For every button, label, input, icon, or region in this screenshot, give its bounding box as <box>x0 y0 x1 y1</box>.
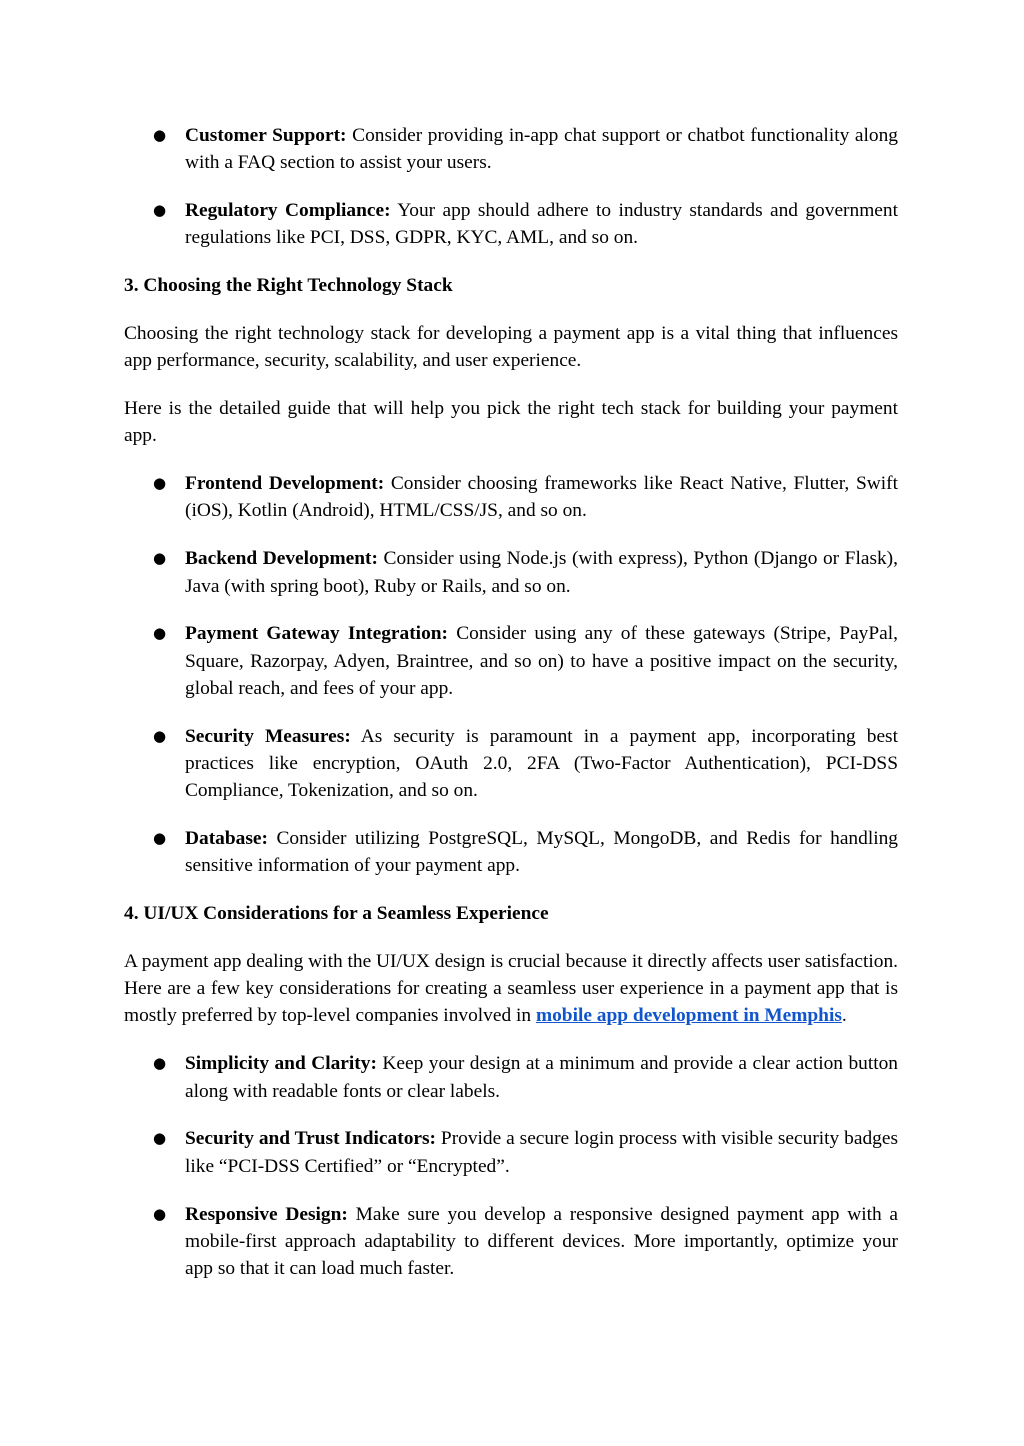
list-item-text: Consider providing in-app chat support or chatbot functionality along with a FAQ section to assist your users. <box>185 125 899 174</box>
list-item-payment-gateway <box>124 620 898 702</box>
paragraph-tech-stack-intro: Choosing the right technology stack for developing a payment app is a vital thing that influences app performance, security, scalability, and user experience. <box>124 323 898 372</box>
paragraph-tech-stack-guide: Here is the detailed guide that will help you pick the right tech stack for building your payment app. <box>124 398 898 447</box>
paragraph-text: A payment app dealing with the UI/UX design is crucial because it directly affects user satisfaction. Here are a few key considerations for creating a seamless user experience in a payment app that is mostly preferred by top-level companies involved in <box>124 951 898 1027</box>
section-heading-tech-stack: 3. Choosing the Right Technology Stack <box>124 275 453 297</box>
bullet-icon: ● <box>153 1054 167 1073</box>
list-item-term: Responsive Design: <box>185 1203 348 1225</box>
list-item-backend <box>124 545 898 599</box>
list-item-text: Consider using any of these gateways (Stripe, PayPal, Square, Razorpay, Adyen, Braintree, and so on) to have a positive impact on the security, global reach, and fees of your app. <box>185 623 898 699</box>
document-page <box>124 122 898 1303</box>
bullet-icon: ● <box>153 726 167 745</box>
list-item-security-trust <box>124 1125 898 1179</box>
list-item-security-measures <box>124 723 898 805</box>
list-item-text: Consider using Node.js (with express), Python (Django or Flask), Java (with spring boot), Ruby or Rails, and so on. <box>185 548 898 597</box>
list-item-text: Provide a secure login process with visible security badges like “PCI-DSS Certified” or “Encrypted”. <box>185 1128 899 1177</box>
list-item-text: Your app should adhere to industry standards and government regulations like PCI, DSS, GDPR, KYC, AML, and so on. <box>185 200 898 249</box>
list-item-responsive-design <box>124 1201 898 1283</box>
bullet-icon: ● <box>153 624 167 643</box>
bullet-icon: ● <box>153 474 167 493</box>
list-item-term: Security and Trust Indicators: <box>185 1128 437 1150</box>
list-item-simplicity <box>124 1050 898 1104</box>
bullet-list-ui-ux <box>124 1050 898 1282</box>
list-item-text: Keep your design at a minimum and provide a clear action button along with readable fonts or clear labels. <box>185 1053 899 1102</box>
list-item-text: Make sure you develop a responsive designed payment app with a mobile-first approach adaptability to different devices. More importantly, optimize your app so that it can load much faster. <box>185 1203 898 1279</box>
mobile-app-development-link[interactable]: mobile app development in Memphis <box>535 1005 842 1027</box>
list-item-term: Regulatory Compliance: <box>185 200 391 222</box>
list-item-term: Database: <box>185 828 268 850</box>
list-item-text: Consider choosing frameworks like React Native, Flutter, Swift (iOS), Kotlin (Android), HTML/CSS/JS, and so on. <box>185 473 898 522</box>
bullet-icon: ● <box>153 201 167 220</box>
paragraph-ui-ux-intro <box>124 948 898 1030</box>
list-item-customer-support <box>124 122 898 176</box>
list-item-text: As security is paramount in a payment app, incorporating best practices like encryption, OAuth 2.0, 2FA (Two-Factor Authentication), PCI-DSS Compliance, Tokenization, and so on. <box>185 725 898 802</box>
list-item-term: Simplicity and Clarity: <box>185 1053 377 1075</box>
bullet-list-tech-stack <box>124 470 898 879</box>
list-item-database <box>124 825 898 879</box>
bullet-icon: ● <box>153 829 167 848</box>
paragraph-text-end: . <box>841 1005 847 1027</box>
list-item-term: Customer Support: <box>185 125 347 146</box>
bullet-icon: ● <box>153 1204 167 1223</box>
bullet-icon: ● <box>153 549 167 568</box>
section-heading-ui-ux: 4. UI/UX Considerations for a Seamless Experience <box>124 903 549 925</box>
bullet-icon: ● <box>153 1129 167 1148</box>
list-item-term: Backend Development: <box>185 548 378 570</box>
bullet-icon: ● <box>153 126 167 144</box>
list-item-frontend <box>124 470 898 524</box>
list-item-term: Payment Gateway Integration: <box>185 623 449 645</box>
bullet-list-app-features <box>124 122 898 252</box>
list-item-term: Frontend Development: <box>185 473 385 495</box>
list-item-text: Consider utilizing PostgreSQL, MySQL, MongoDB, and Redis for handling sensitive information of your payment app. <box>185 828 898 877</box>
list-item-regulatory-compliance <box>124 197 898 251</box>
list-item-term: Security Measures: <box>185 725 351 747</box>
